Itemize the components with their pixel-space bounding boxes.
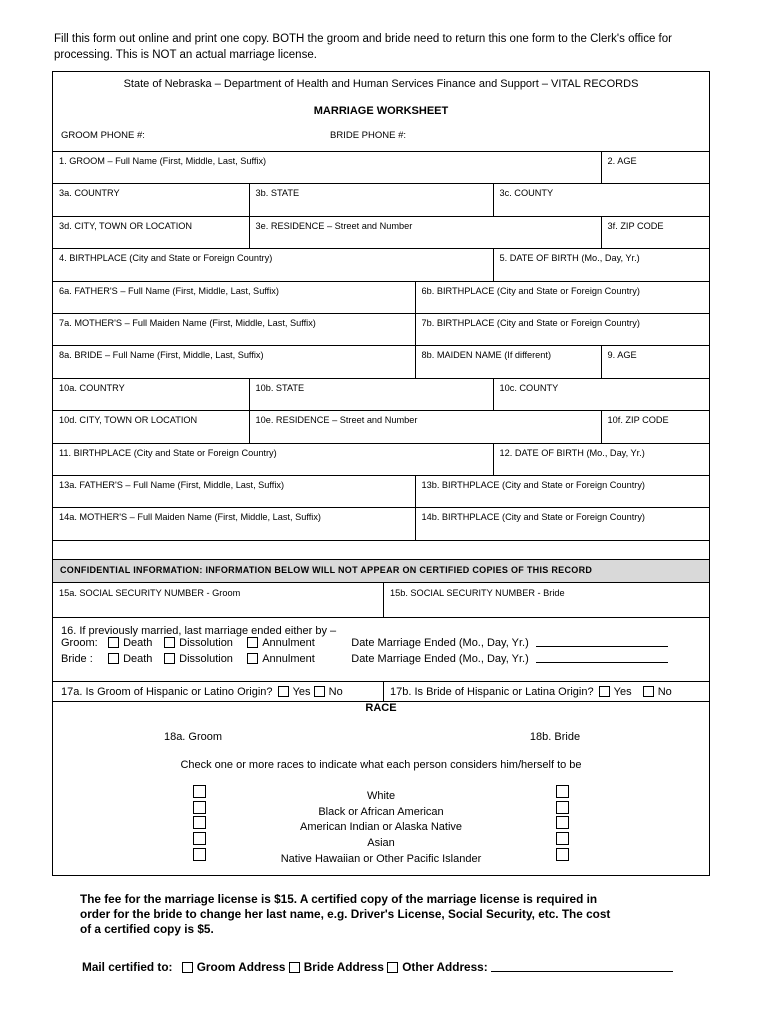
race-option: Asian — [367, 837, 395, 850]
marriage-worksheet-form — [52, 71, 710, 876]
race-option: Black or African American — [318, 805, 444, 818]
bride-hispanic-yes-checkbox[interactable] — [599, 686, 610, 697]
bride-race-checkboxes — [556, 785, 570, 863]
mail-bride-label: Bride Address — [303, 960, 384, 974]
mail-other-address-input[interactable] — [491, 971, 673, 972]
groom-county-field[interactable]: 3c. COUNTY — [493, 184, 709, 216]
groom-zip-field[interactable]: 3f. ZIP CODE — [601, 216, 709, 248]
groom-hispanic-no-checkbox[interactable] — [314, 686, 325, 697]
bride-race-black-checkbox[interactable] — [556, 801, 569, 814]
groom-mother-birthplace-field[interactable]: 7b. BIRTHPLACE (City and State or Foreign Country) — [415, 313, 709, 345]
bride-city-field[interactable]: 10d. CITY, TOWN OR LOCATION — [53, 411, 249, 443]
annulment-label: Annulment — [262, 637, 315, 649]
groom-label: Groom: — [61, 637, 98, 649]
groom-name-field[interactable]: 1. GROOM – Full Name (First, Middle, Last, Suffix) — [53, 152, 601, 184]
bride-mother-birthplace-field[interactable]: 14b. BIRTHPLACE (City and State or Foreign Country) — [415, 508, 709, 540]
bride-father-name-field[interactable]: 13a. FATHER'S – Full Name (First, Middle, Last, Suffix) — [53, 475, 415, 507]
groom-death-checkbox[interactable] — [108, 637, 119, 648]
bride-residence-field[interactable]: 10e. RESIDENCE – Street and Number — [249, 411, 601, 443]
race-option: Native Hawaiian or Other Pacific Islander — [280, 852, 482, 865]
groom-residence-field[interactable]: 3e. RESIDENCE – Street and Number — [249, 216, 601, 248]
bride-ssn-field[interactable]: 15b. SOCIAL SECURITY NUMBER - Bride — [390, 588, 565, 598]
bride-race-american-indian-checkbox[interactable] — [556, 816, 569, 829]
groom-dissolution-checkbox[interactable] — [164, 637, 175, 648]
race-bride-label: 18b. Bride — [529, 731, 581, 743]
groom-city-field[interactable]: 3d. CITY, TOWN OR LOCATION — [53, 216, 249, 248]
fee-line-1: The fee for the marriage license is $15. A certified copy of the marriage license is required in — [80, 892, 598, 906]
mail-other-label: Other Address: — [402, 960, 488, 974]
groom-father-name-field[interactable]: 6a. FATHER'S – Full Name (First, Middle, Last, Suffix) — [53, 281, 415, 313]
form-title: MARRIAGE WORKSHEET — [313, 105, 449, 117]
race-option: White — [366, 790, 396, 802]
bride-hispanic-no-checkbox[interactable] — [643, 686, 654, 697]
hispanic-divider — [383, 681, 384, 701]
groom-mother-name-field[interactable]: 7a. MOTHER'S – Full Maiden Name (First, Middle, Last, Suffix) — [53, 313, 415, 345]
groom-hispanic-yes-checkbox[interactable] — [278, 686, 289, 697]
divider — [53, 681, 709, 682]
intro-line-2: processing. This is NOT an actual marriage license. — [54, 49, 317, 61]
bride-zip-field[interactable]: 10f. ZIP CODE — [601, 411, 709, 443]
agency-header: State of Nebraska – Department of Health and Human Services Finance and Support – VITAL RECORDS — [123, 78, 639, 90]
bride-date-ended-label: Date Marriage Ended (Mo., Day, Yr.) — [351, 653, 529, 665]
groom-hispanic-row — [61, 686, 343, 698]
no-label: No — [657, 686, 672, 698]
bride-state-field[interactable]: 10b. STATE — [249, 378, 493, 410]
bride-name-field[interactable]: 8a. BRIDE – Full Name (First, Middle, Last, Suffix) — [53, 346, 415, 378]
bride-race-asian-checkbox[interactable] — [556, 832, 569, 845]
bride-date-ended-input[interactable] — [536, 662, 668, 663]
yes-label: Yes — [292, 686, 311, 698]
bride-phone-label[interactable]: BRIDE PHONE #: — [330, 130, 407, 141]
mail-groom-label: Groom Address — [196, 960, 286, 974]
confidential-banner: CONFIDENTIAL INFORMATION: INFORMATION BELOW WILL NOT APPEAR ON CERTIFIED COPIES OF THIS RECORD — [53, 559, 709, 583]
applicant-fields-table — [53, 151, 709, 541]
bride-annulment-checkbox[interactable] — [247, 653, 258, 664]
dissolution-label: Dissolution — [179, 653, 233, 665]
groom-father-birthplace-field[interactable]: 6b. BIRTHPLACE (City and State or Foreign Country) — [415, 281, 709, 313]
fee-line-3: of a certified copy is $5. — [80, 922, 214, 936]
groom-ssn-field[interactable]: 15a. SOCIAL SECURITY NUMBER - Groom — [59, 588, 241, 598]
mail-label: Mail certified to: — [82, 960, 173, 974]
bride-father-birthplace-field[interactable]: 13b. BIRTHPLACE (City and State or Foreign Country) — [415, 475, 709, 507]
annulment-label: Annulment — [262, 653, 315, 665]
intro-line-1: Fill this form out online and print one copy. BOTH the groom and bride need to return this one form to the Clerk's office for — [54, 33, 672, 45]
race-instruction: Check one or more races to indicate what each person considers him/herself to be — [180, 759, 582, 771]
yes-label: Yes — [613, 686, 632, 698]
groom-age-field[interactable]: 2. AGE — [601, 152, 709, 184]
bride-hispanic-row — [390, 686, 672, 698]
mail-certified-row — [82, 960, 673, 974]
groom-annulment-checkbox[interactable] — [247, 637, 258, 648]
groom-date-ended-input[interactable] — [536, 646, 668, 647]
race-options-list — [53, 789, 709, 868]
bride-race-white-checkbox[interactable] — [556, 785, 569, 798]
intro-text — [54, 31, 704, 63]
death-label: Death — [123, 653, 153, 665]
groom-country-field[interactable]: 3a. COUNTRY — [53, 184, 249, 216]
groom-dob-field[interactable]: 5. DATE OF BIRTH (Mo., Day, Yr.) — [493, 249, 709, 281]
bride-dob-field[interactable]: 12. DATE OF BIRTH (Mo., Day, Yr.) — [493, 443, 709, 475]
bride-dissolution-checkbox[interactable] — [164, 653, 175, 664]
death-label: Death — [123, 637, 153, 649]
fee-line-2: order for the bride to change her last name, e.g. Driver's License, Social Security, etc. The cost — [80, 907, 611, 921]
bride-mother-name-field[interactable]: 14a. MOTHER'S – Full Maiden Name (First, Middle, Last, Suffix) — [53, 508, 415, 540]
race-heading: RACE — [365, 702, 397, 714]
groom-previous-marriage-row — [61, 637, 668, 649]
bride-county-field[interactable]: 10c. COUNTY — [493, 378, 709, 410]
divider — [53, 617, 709, 618]
dissolution-label: Dissolution — [179, 637, 233, 649]
mail-bride-checkbox[interactable] — [289, 962, 300, 973]
race-groom-label: 18a. Groom — [163, 731, 223, 743]
fee-notice — [80, 892, 680, 937]
bride-race-pacific-islander-checkbox[interactable] — [556, 848, 569, 861]
bride-country-field[interactable]: 10a. COUNTRY — [53, 378, 249, 410]
groom-state-field[interactable]: 3b. STATE — [249, 184, 493, 216]
bride-maiden-name-field[interactable]: 8b. MAIDEN NAME (If different) — [415, 346, 601, 378]
mail-other-checkbox[interactable] — [387, 962, 398, 973]
bride-hispanic-question: 17b. Is Bride of Hispanic or Latina Origin? — [390, 686, 594, 698]
bride-birthplace-field[interactable]: 11. BIRTHPLACE (City and State or Foreign Country) — [53, 443, 493, 475]
no-label: No — [328, 686, 343, 698]
bride-label: Bride : — [61, 653, 93, 665]
race-option: American Indian or Alaska Native — [299, 821, 463, 834]
groom-phone-label[interactable]: GROOM PHONE #: — [61, 130, 145, 141]
bride-death-checkbox[interactable] — [108, 653, 119, 664]
groom-birthplace-field[interactable]: 4. BIRTHPLACE (City and State or Foreign Country) — [53, 249, 493, 281]
groom-date-ended-label: Date Marriage Ended (Mo., Day, Yr.) — [351, 637, 529, 649]
bride-age-field[interactable]: 9. AGE — [601, 346, 709, 378]
bride-previous-marriage-row — [61, 653, 668, 665]
previous-marriage-question: 16. If previously married, last marriage ended either by – — [61, 625, 337, 637]
mail-groom-checkbox[interactable] — [182, 962, 193, 973]
groom-hispanic-question: 17a. Is Groom of Hispanic or Latino Origin? — [61, 686, 273, 698]
